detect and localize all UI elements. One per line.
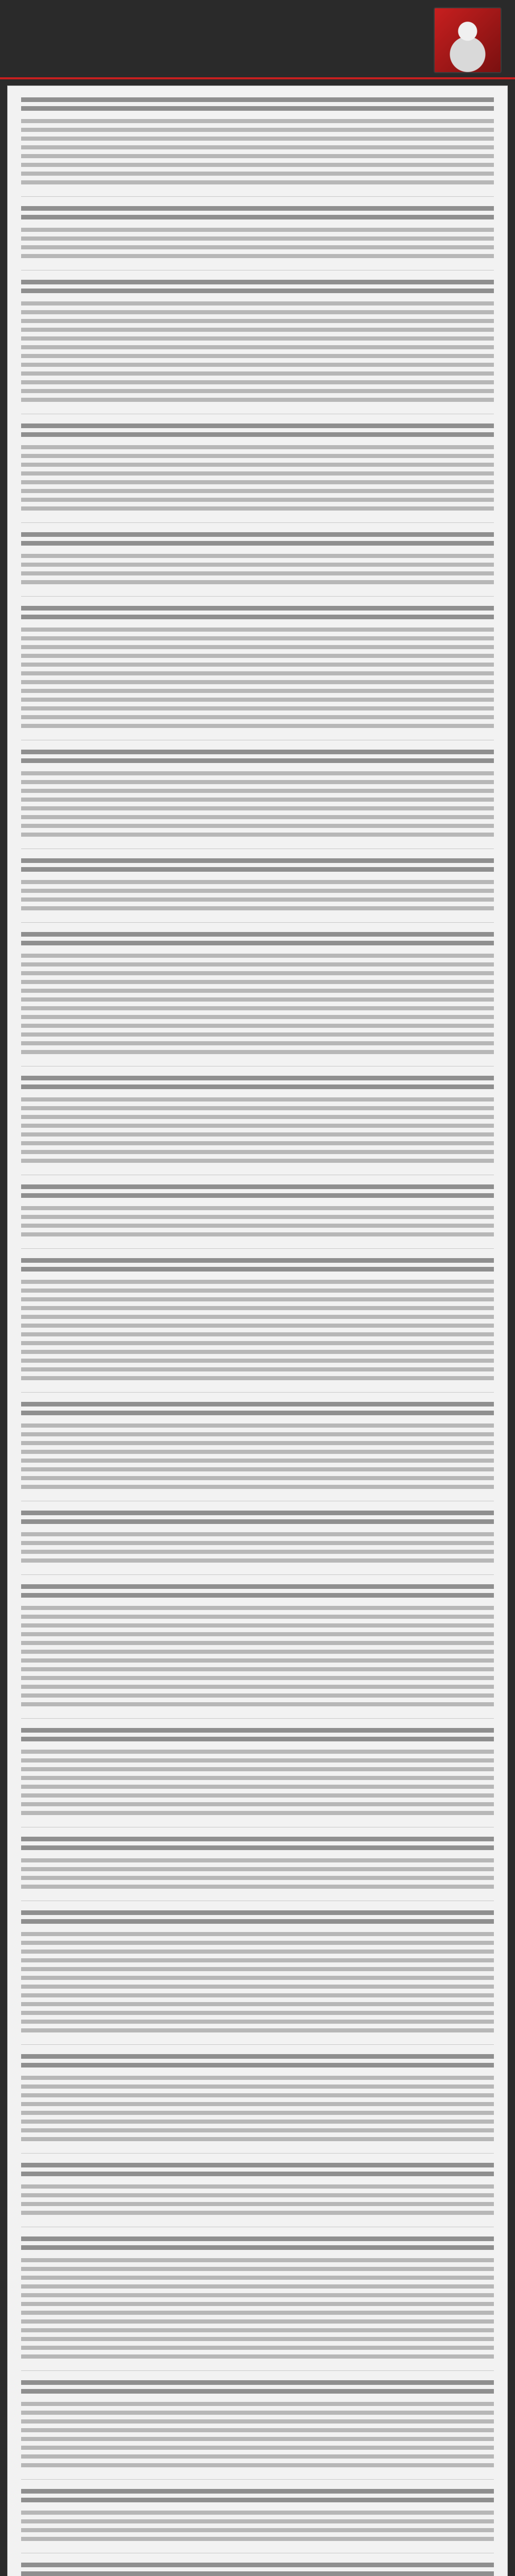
qa-question [21, 932, 494, 950]
page-header [0, 0, 515, 79]
qa-content-panel [7, 86, 508, 2576]
qa-block [21, 1910, 494, 2045]
qa-question [21, 2489, 494, 2506]
qa-block [21, 1584, 494, 1719]
qa-answer [21, 445, 494, 515]
qa-block [21, 1728, 494, 1827]
qa-question [21, 1837, 494, 1854]
qa-answer [21, 2511, 494, 2546]
qa-question [21, 1184, 494, 1202]
qa-block [21, 750, 494, 849]
qa-answer [21, 1932, 494, 2037]
qa-answer [21, 1606, 494, 1711]
qa-block [21, 280, 494, 414]
qa-block [21, 2163, 494, 2227]
qa-question [21, 1728, 494, 1745]
page-title [16, 23, 284, 55]
qa-question [21, 2236, 494, 2254]
qa-question [21, 1511, 494, 1528]
qa-answer [21, 1280, 494, 1385]
qa-block [21, 1511, 494, 1575]
qa-block [21, 206, 494, 270]
qa-block [21, 2054, 494, 2154]
qa-block [21, 2563, 494, 2576]
qa-question [21, 606, 494, 623]
qa-answer [21, 119, 494, 189]
qa-question [21, 2163, 494, 2180]
qa-question [21, 206, 494, 224]
qa-answer [21, 954, 494, 1059]
qa-question [21, 1910, 494, 1928]
qa-question [21, 1584, 494, 1602]
qa-answer [21, 2184, 494, 2219]
qa-block [21, 2380, 494, 2480]
qa-answer [21, 228, 494, 263]
qa-question [21, 750, 494, 767]
qa-question [21, 1076, 494, 1093]
qa-question [21, 1258, 494, 1276]
qa-question [21, 280, 494, 297]
qa-question [21, 532, 494, 550]
character-avatar-icon [434, 7, 502, 73]
qa-answer [21, 2076, 494, 2146]
qa-answer [21, 880, 494, 915]
qa-answer [21, 1858, 494, 1893]
qa-block [21, 1402, 494, 1501]
qa-question [21, 858, 494, 876]
qa-answer [21, 1097, 494, 1167]
qa-question [21, 2380, 494, 2398]
qa-answer [21, 771, 494, 841]
qa-question [21, 423, 494, 441]
qa-block [21, 858, 494, 923]
qa-block [21, 1076, 494, 1175]
qa-question [21, 2563, 494, 2576]
qa-answer [21, 2402, 494, 2472]
qa-list [21, 97, 494, 2576]
qa-block [21, 97, 494, 197]
qa-block [21, 532, 494, 597]
qa-answer [21, 2258, 494, 2363]
qa-block [21, 2489, 494, 2553]
qa-block [21, 1258, 494, 1393]
qa-block [21, 1184, 494, 1249]
qa-block [21, 1837, 494, 1901]
qa-answer [21, 554, 494, 589]
qa-block [21, 423, 494, 523]
qa-answer [21, 301, 494, 406]
qa-answer [21, 1423, 494, 1494]
qa-block [21, 606, 494, 740]
qa-answer [21, 1532, 494, 1567]
qa-answer [21, 1206, 494, 1241]
qa-answer [21, 1750, 494, 1820]
qa-answer [21, 628, 494, 733]
qa-block [21, 932, 494, 1066]
qa-question [21, 1402, 494, 1419]
qa-block [21, 2236, 494, 2371]
qa-question [21, 2054, 494, 2072]
qa-question [21, 97, 494, 115]
